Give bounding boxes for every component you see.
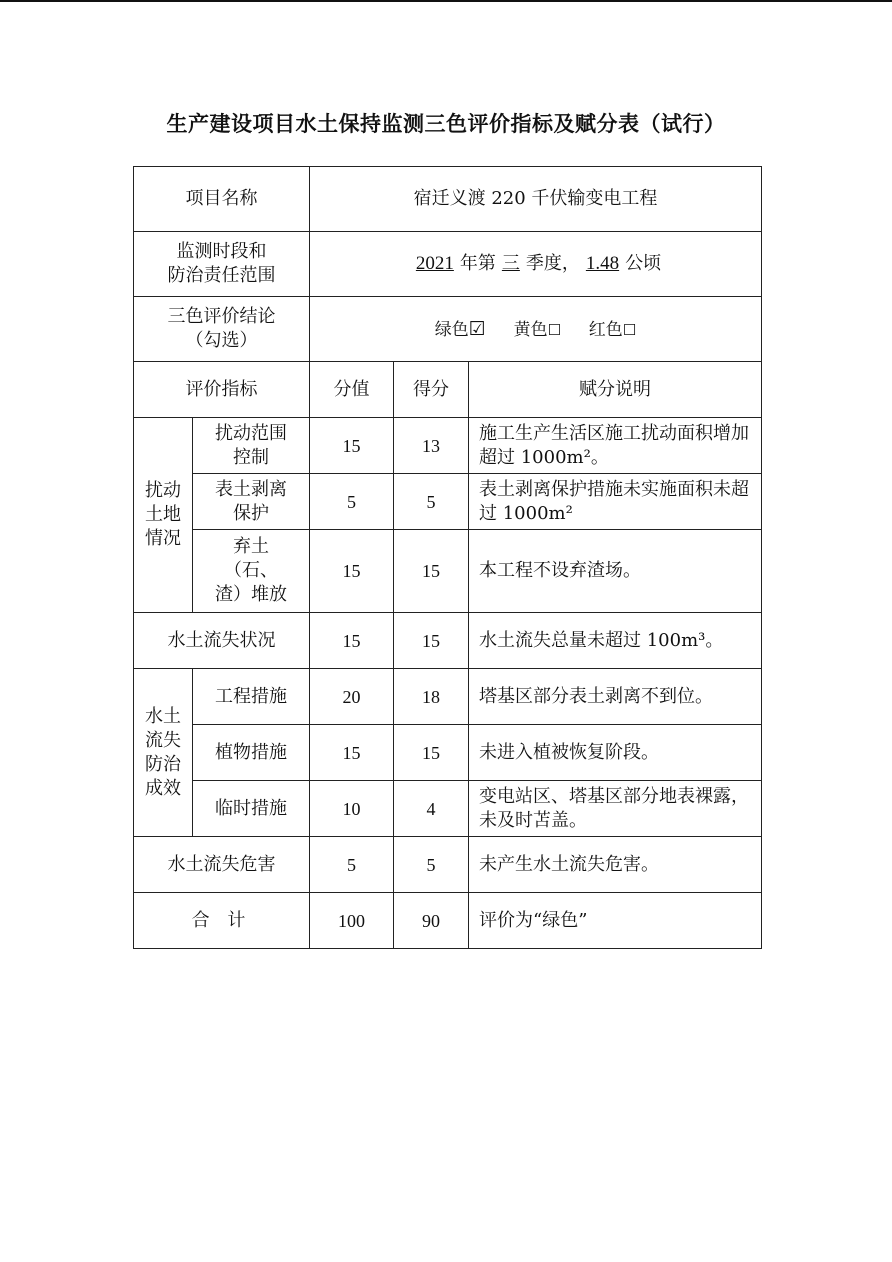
header-indicator: 评价指标 [134, 362, 310, 418]
indicator-name: 水土流失危害 [134, 837, 310, 893]
group-control-label: 水土 流失 防治 成效 [134, 669, 193, 837]
project-name-row [134, 167, 762, 232]
indicator-name: 工程措施 [193, 669, 310, 725]
checked-box-icon[interactable]: ☑ [468, 317, 486, 340]
table-row [134, 530, 762, 613]
score-got: 13 [394, 418, 469, 474]
period-quarter: 三 [501, 253, 520, 274]
indicator-name: 水土流失状况 [134, 613, 310, 669]
table-row [134, 837, 762, 893]
score-note: 塔基区部分表土剥离不到位。 [469, 669, 762, 725]
score-note: 未进入植被恢复阶段。 [469, 725, 762, 781]
monitoring-period-label-line1: 监测时段和 [176, 241, 267, 262]
score-value: 15 [310, 418, 394, 474]
score-got: 4 [394, 781, 469, 837]
unchecked-box-icon[interactable]: ☐ [547, 320, 562, 339]
page-title: 生产建设项目水土保持监测三色评价指标及赋分表（试行） [166, 112, 726, 136]
indicator-name: 临时措施 [193, 781, 310, 837]
period-area-unit: 公顷 [625, 253, 662, 274]
score-note: 未产生水土流失危害。 [469, 837, 762, 893]
total-note: 评价为“绿色” [469, 893, 762, 949]
score-value: 10 [310, 781, 394, 837]
table-row [134, 474, 762, 530]
score-got: 5 [394, 837, 469, 893]
period-year: 2021 [415, 253, 454, 274]
project-name-label: 项目名称 [134, 167, 310, 232]
conclusion-label-line1: 三色评价结论 [167, 306, 276, 327]
option-red[interactable] [589, 318, 636, 342]
conclusion-label-line2: （勾选） [185, 330, 258, 351]
option-green[interactable] [435, 317, 486, 342]
score-note: 表土剥离保护措施未实施面积未超过 1000m² [469, 474, 762, 530]
group-disturbance-label: 扰动 土地 情况 [134, 418, 193, 613]
monitoring-period-label [134, 232, 310, 297]
option-green-label: 绿色 [434, 319, 469, 340]
score-note: 水土流失总量未超过 100m³。 [469, 613, 762, 669]
evaluation-table [133, 166, 762, 949]
score-note: 本工程不设弃渣场。 [469, 530, 762, 613]
table-row [134, 418, 762, 474]
score-value: 15 [310, 530, 394, 613]
page-top-border [0, 0, 892, 2]
score-got: 15 [394, 725, 469, 781]
total-score-value: 100 [310, 893, 394, 949]
period-quarter-suffix: 季度， [525, 253, 580, 274]
monitoring-period-value [310, 232, 762, 297]
score-value: 5 [310, 837, 394, 893]
score-got: 15 [394, 530, 469, 613]
option-yellow-label: 黄色 [513, 319, 548, 340]
score-value: 15 [310, 613, 394, 669]
total-row [134, 893, 762, 949]
monitoring-period-row [134, 232, 762, 297]
score-note: 施工生产生活区施工扰动面积增加超过 1000m²。 [469, 418, 762, 474]
indicator-name: 表土剥离 保护 [193, 474, 310, 530]
conclusion-row [134, 297, 762, 362]
indicator-name: 植物措施 [193, 725, 310, 781]
indicator-name: 扰动范围 控制 [193, 418, 310, 474]
score-value: 20 [310, 669, 394, 725]
table-row [134, 613, 762, 669]
score-got: 18 [394, 669, 469, 725]
table-header-row [134, 362, 762, 418]
score-got: 5 [394, 474, 469, 530]
project-name-value: 宿迁义渡 220 千伏输变电工程 [310, 167, 762, 232]
period-area: 1.48 [585, 253, 620, 274]
total-score-got: 90 [394, 893, 469, 949]
score-value: 5 [310, 474, 394, 530]
period-year-suffix: 年第 [459, 253, 496, 274]
score-note: 变电站区、塔基区部分地表裸露，未及时苫盖。 [469, 781, 762, 837]
header-score-got: 得分 [394, 362, 469, 418]
score-got: 15 [394, 613, 469, 669]
option-yellow[interactable] [514, 318, 561, 342]
header-explanation: 赋分说明 [469, 362, 762, 418]
table-row [134, 725, 762, 781]
indicator-name: 弃土 （石、 渣）堆放 [193, 530, 310, 613]
unchecked-box-icon[interactable]: ☐ [622, 320, 637, 339]
score-value: 15 [310, 725, 394, 781]
table-row [134, 781, 762, 837]
table-row [134, 669, 762, 725]
monitoring-period-label-line2: 防治责任范围 [167, 265, 276, 286]
conclusion-label [134, 297, 310, 362]
total-label: 合 计 [134, 893, 310, 949]
conclusion-options [310, 297, 762, 362]
option-red-label: 红色 [588, 319, 623, 340]
header-score-value: 分值 [310, 362, 394, 418]
